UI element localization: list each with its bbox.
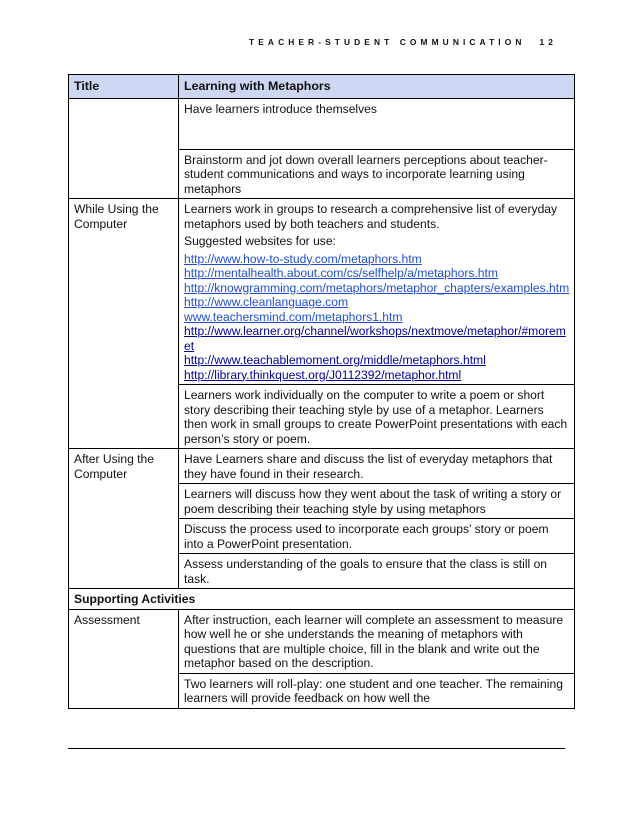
lesson-title-cell: Learning with Metaphors (179, 75, 575, 99)
website-link[interactable]: http://www.teachablemoment.org/middle/metaphors.html (184, 353, 486, 367)
table-row (69, 98, 575, 149)
table-row (69, 609, 575, 673)
after-row-4: Assess understanding of the goals to ensure that the class is still on task. (179, 554, 575, 589)
page-number: 12 (539, 37, 557, 47)
table-header-row (69, 75, 575, 99)
intro-row-1: Have learners introduce themselves (179, 98, 575, 149)
table-row (69, 589, 575, 610)
while-research-cell (179, 199, 575, 385)
assessment-label: Assessment (69, 609, 179, 708)
website-link[interactable]: www.teachersmind.com/metaphors1.htm (184, 309, 403, 324)
empty-label-cell (69, 98, 179, 199)
research-text: Learners work in groups to research a comprehensive list of everyday metaphors used by both teachers and students. (184, 202, 558, 231)
title-header-cell: Title (69, 75, 179, 99)
websites-label: Suggested websites for use: (184, 234, 336, 248)
footer-rule (68, 748, 565, 749)
website-link[interactable]: http://mentalhealth.about.com/cs/selfhelp/a/metaphors.htm (184, 266, 498, 280)
running-header (0, 37, 557, 47)
after-row-2: Learners will discuss how they went about the task of writing a story or poem describing their teaching style by using metaphors (179, 484, 575, 519)
after-using-label: After Using the Computer (69, 449, 179, 589)
after-row-3: Discuss the process used to incorporate each groups’ story or poem into a PowerPoint presentation. (179, 519, 575, 554)
assessment-row-1: After instruction, each learner will complete an assessment to measure how well he or she understands the meaning of metaphors with questions that are multiple choice, fill in the blank and write out the metaphor based on the description. (179, 609, 575, 673)
intro-row-2: Brainstorm and jot down overall learners perceptions about teacher-student communications and ways to incorporate learning using metaphors (179, 149, 575, 199)
website-link[interactable]: http://www.learner.org/channel/workshops/nextmove/metaphor/#moremet (184, 324, 566, 353)
table-row (69, 449, 575, 484)
website-link[interactable]: http://www.cleanlanguage.com (184, 295, 349, 309)
website-link[interactable]: http://library.thinkquest.org/J0112392/metaphor.html (184, 367, 462, 382)
after-row-1: Have Learners share and discuss the list of everyday metaphors that they have found in their research. (179, 449, 575, 484)
assessment-row-2: Two learners will roll-play: one student and one teacher. The remaining learners will provide feedback on how well the (179, 673, 575, 708)
lesson-plan-table (68, 74, 575, 709)
table-row (69, 199, 575, 385)
supporting-activities-heading: Supporting Activities (69, 589, 575, 610)
while-individual-cell: Learners work individually on the computer to write a poem or short story describing their teaching style by use of a metaphor. Learners then work in small groups to create PowerPoint presentations with each person’s story or poem. (179, 385, 575, 449)
while-using-label: While Using the Computer (69, 199, 179, 449)
running-header-title: TEACHER-STUDENT COMMUNICATION (249, 37, 526, 47)
website-link[interactable]: http://knowgramming.com/metaphors/metaphor_chapters/examples.htm (184, 280, 570, 295)
website-link[interactable]: http://www.how-to-study.com/metaphors.htm (184, 251, 422, 266)
